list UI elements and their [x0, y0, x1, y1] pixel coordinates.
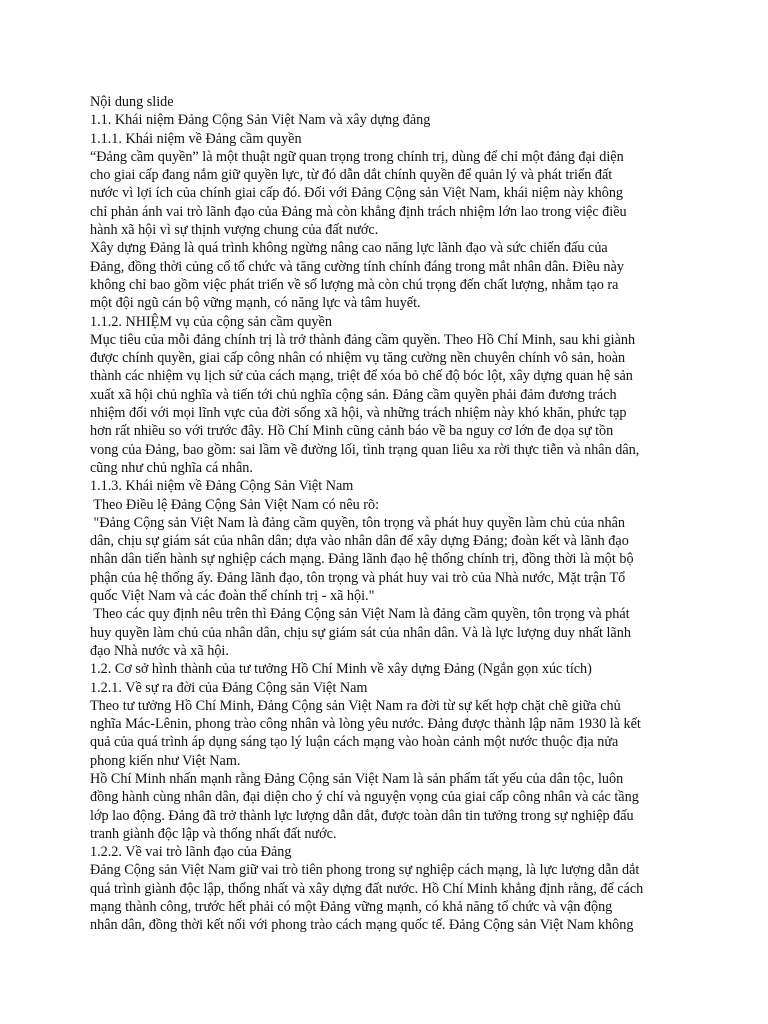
paragraph-line: nghĩa Mác-Lênin, phong trào công nhân và lòng yêu nước. Đảng được thành lập năm 1930 là kết — [90, 716, 641, 733]
paragraph-line: huy quyền làm chủ của nhân dân, chịu sự giám sát của nhân dân. Và là lực lượng duy nhất lãnh — [90, 624, 631, 641]
paragraph-line: xuất xã hội chủ nghĩa và tiến tới chủ nghĩa cộng sản. Đảng cầm quyền phải đảm đương trách — [90, 386, 617, 403]
paragraph-line: được chính quyền, giai cấp công nhân có nhiệm vụ tăng cường nền chuyên chính vô sản, hoàn — [90, 350, 626, 367]
quote-line: quốc Việt Nam và các đoàn thể chính trị - xã hội." — [90, 588, 375, 605]
quote-line: phận của hệ thống ấy. Đảng lãnh đạo, tôn trọng và phát huy vai trò của Nhà nước, Mặt trận Tổ — [90, 569, 626, 586]
paragraph-line: nhân dân, đồng thời kết nối với phong trào cách mạng quốc tế. Đảng Cộng sản Việt Nam không — [90, 917, 634, 934]
quote-line: "Đảng Cộng sản Việt Nam là đảng cầm quyền, tôn trọng và phát huy quyền làm chủ của nhân — [90, 514, 626, 531]
subsection-heading: 1.1.2. NHIỆM vụ của cộng sản cầm quyền — [90, 313, 332, 330]
paragraph-line: hành xã hội vì sự thịnh vượng chung của đất nước. — [90, 222, 379, 239]
paragraph-line: Theo các quy định nêu trên thì Đảng Cộng sản Việt Nam là đảng cầm quyền, tôn trọng và phát — [90, 606, 630, 623]
paragraph-line: nước vì lợi ích của chính giai cấp đó. Đối với Đảng Cộng sản Việt Nam, khái niệm này không — [90, 185, 624, 202]
paragraph-line: Hồ Chí Minh nhấn mạnh rằng Đảng Cộng sản Việt Nam là sản phẩm tất yếu của dân tộc, luôn — [90, 770, 624, 787]
paragraph-line: cũng như chủ nghĩa cá nhân. — [90, 459, 253, 476]
paragraph-line: thành các nhiệm vụ lịch sử của cách mạng, triệt để xóa bỏ chế độ bóc lột, xây dựng quan hệ sản — [90, 368, 633, 385]
paragraph-line: quá trình giành độc lập, thống nhất và xây dựng đất nước. Hồ Chí Minh khẳng định rằng, để cách — [90, 880, 644, 897]
paragraph-line: lớp lao động. Đảng đã trở thành lực lượng dẫn dắt, được toàn dân tin tưởng trong sự nghiệp đấu — [90, 807, 634, 824]
paragraph-line: đồng hành cùng nhân dân, đại diện cho ý chí và nguyện vọng của giai cấp công nhân và các tầng — [90, 789, 639, 806]
paragraph-line: đạo Nhà nước và xã hội. — [90, 642, 229, 659]
section-heading: 1.2. Cơ sở hình thành của tư tưởng Hồ Chí Minh về xây dựng Đảng (Ngắn gọn xúc tích) — [90, 661, 592, 678]
paragraph-line: Đảng, đồng thời củng cố tổ chức và tăng cường tính chính đáng trong mắt nhân dân. Điều này — [90, 258, 624, 275]
subsection-heading: 1.2.2. Về vai trò lãnh đạo của Đảng — [90, 844, 292, 861]
quote-line: nhân dân tiến hành sự nghiệp cách mạng. Đảng lãnh đạo hệ thống chính trị, đồng thời là một bộ — [90, 551, 634, 568]
paragraph-line: vong của Đảng, bao gồm: sai lầm về đường lối, tình trạng quan liêu xa rời thực tiễn và nhân dân, — [90, 441, 640, 458]
paragraph-line: nhiệm đối với mọi lĩnh vực của đời sống xã hội, và những trách nhiệm này khó khăn, phức tạp — [90, 405, 627, 422]
subsection-heading: 1.2.1. Về sự ra đời của Đảng Cộng sản Việt Nam — [90, 679, 368, 696]
paragraph-line: mạng thành công, trước hết phải có một Đảng vững mạnh, có khả năng tổ chức và vận động — [90, 899, 613, 916]
paragraph-line: “Đảng cầm quyền” là một thuật ngữ quan trọng trong chính trị, dùng để chỉ một đảng đại diện — [90, 148, 624, 165]
paragraph-line: hơn rất nhiều so với trước đây. Hồ Chí Minh cũng cảnh báo về ba nguy cơ lớn đe dọa sự tồn — [90, 423, 614, 440]
paragraph-line: Theo tư tưởng Hồ Chí Minh, Đảng Cộng sản Việt Nam ra đời từ sự kết hợp chặt chẽ giữa chủ — [90, 697, 621, 714]
paragraph-line: một đội ngũ cán bộ vững mạnh, có năng lực và tâm huyết. — [90, 295, 421, 312]
section-heading: 1.1. Khái niệm Đảng Cộng Sản Việt Nam và xây dựng đảng — [90, 112, 431, 129]
subsection-heading: 1.1.3. Khái niệm về Đảng Cộng Sản Việt Nam — [90, 478, 354, 495]
paragraph-line: chỉ phản ánh vai trò lãnh đạo của Đảng mà còn khẳng định trách nhiệm lớn lao trong việc điều — [90, 203, 627, 220]
paragraph-line: không chỉ bao gồm việc phát triển về số lượng mà còn chú trọng đến chất lượng, nhằm tạo ra — [90, 276, 619, 293]
paragraph-line: Đảng Cộng sản Việt Nam giữ vai trò tiên phong trong sự nghiệp cách mạng, là lực lượng dẫn dắt — [90, 862, 640, 879]
doc-heading: Nội dung slide — [90, 94, 174, 110]
paragraph-line: Theo Điều lệ Đảng Cộng Sản Việt Nam có nêu rõ: — [90, 496, 380, 513]
subsection-heading: 1.1.1. Khái niệm về Đảng cầm quyền — [90, 130, 302, 147]
paragraph-line: Xây dựng Đảng là quá trình không ngừng nâng cao năng lực lãnh đạo và sức chiến đấu của — [90, 240, 608, 257]
document-page — [90, 93, 682, 935]
paragraph-line: cho giai cấp đang nắm giữ quyền lực, từ đó dẫn dắt chính quyền để quản lý và phát triển đất — [90, 167, 613, 184]
paragraph-line: Mục tiêu của mỗi đảng chính trị là trở thành đảng cầm quyền. Theo Hồ Chí Minh, sau khi giành — [90, 331, 636, 348]
quote-line: dân, chịu sự giám sát của nhân dân; dựa vào nhân dân để xây dựng Đảng; đoàn kết và lãnh đạo — [90, 533, 629, 550]
paragraph-line: quả của quá trình áp dụng sáng tạo lý luận cách mạng vào hoàn cảnh một nước thuộc địa nửa — [90, 734, 619, 751]
paragraph-line: tranh giành độc lập và thống nhất đất nước. — [90, 825, 337, 842]
paragraph-line: phong kiến như Việt Nam. — [90, 752, 241, 769]
